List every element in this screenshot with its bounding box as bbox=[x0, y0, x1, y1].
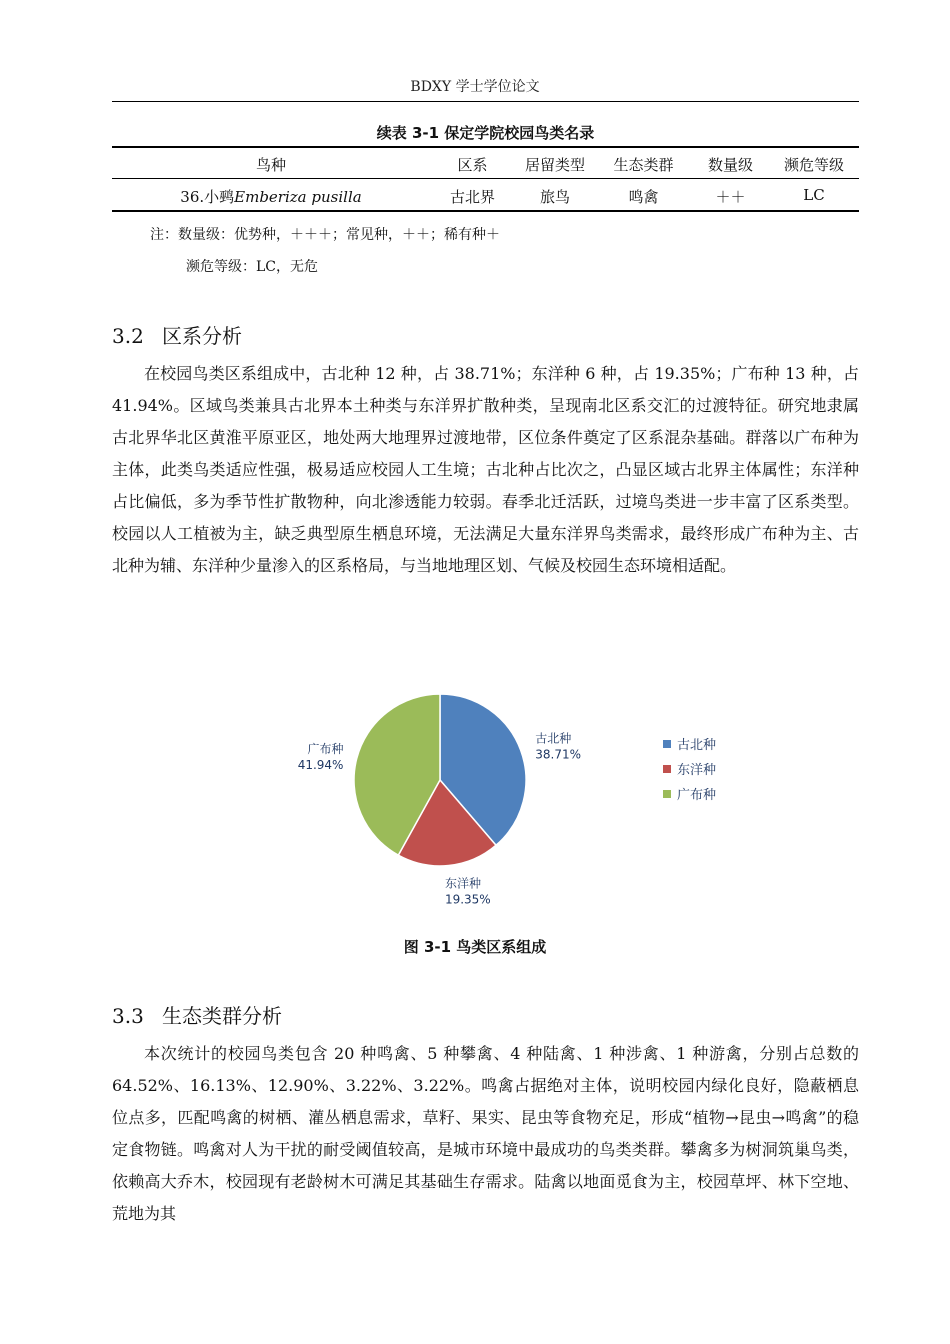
cell-residency: 旅鸟 bbox=[539, 188, 570, 206]
cell-abundance: ＋＋ bbox=[715, 188, 746, 206]
cell-status: LC bbox=[803, 186, 825, 204]
pie-chart-svg bbox=[297, 655, 740, 907]
cell-eco-group: 鸣禽 bbox=[628, 188, 659, 206]
table-title: 续表 3-1 保定学院校园鸟类名录 bbox=[376, 124, 595, 142]
slice-value-label-1: 38.71% bbox=[535, 747, 582, 762]
cell-species bbox=[112, 186, 430, 207]
legend-label-2: 东洋种 bbox=[677, 763, 717, 778]
col-abundance: 数量级 bbox=[707, 156, 753, 174]
col-species: 鸟种 bbox=[255, 156, 286, 174]
section-title: 区系分析 bbox=[162, 324, 242, 348]
legend-label-1: 古北种 bbox=[677, 738, 717, 753]
section-number: 3.2 bbox=[112, 324, 144, 348]
slice-value-label-2: 19.35% bbox=[444, 892, 491, 907]
pie-chart bbox=[297, 655, 740, 907]
section-3-2-body bbox=[112, 358, 859, 582]
species-latin: Emberiza pusilla bbox=[234, 188, 362, 206]
section-3-3-body bbox=[112, 1038, 859, 1230]
cell-region: 古北界 bbox=[449, 188, 495, 206]
legend-swatch-1 bbox=[663, 740, 671, 748]
page-header: BDXY 学士学位论文 bbox=[410, 79, 540, 95]
paragraph: 在校园鸟类区系组成中，古北种 12 种，占 38.71%；东洋种 6 种，占 19.35%；广布种 13 种，占 41.94%。区域鸟类兼具古北界本土种类与东洋界扩散种类，呈现南北区系交汇的过渡特征。研究地隶属古北界华北区黄淮平原亚区，地处两大地理界过渡地带，区位条件奠定了区系混杂基础。群落以广布种为主体，此类鸟类适应性强，极易适应校园人工生境；古北种占比次之，凸显区域古北界主体属性；东洋种占比偏低，多为季节性扩散物种，向北渗透能力较弱。春季北迁活跃，过境鸟类进一步丰富了区系类型。校园以人工植被为主，缺乏典型原生栖息环境，无法满足大量东洋界鸟类需求，最终形成广布种为主、古北种为辅、东洋种少量渗入的区系格局，与当地地理区划、气候及校园生态环境相适配。 bbox=[112, 364, 859, 575]
species-name: 36.小鹀 bbox=[180, 188, 235, 206]
col-status: 濒危等级 bbox=[783, 156, 844, 174]
table-top-rule bbox=[112, 146, 859, 148]
col-region: 区系 bbox=[457, 156, 488, 174]
col-residency: 居留类型 bbox=[524, 156, 585, 174]
section-heading-3-2 bbox=[112, 320, 242, 349]
table-note-abundance: 注：数量级：优势种，＋＋＋；常见种，＋＋；稀有种＋ bbox=[150, 227, 500, 243]
table-bottom-rule bbox=[112, 210, 859, 212]
legend-swatch-3 bbox=[663, 790, 671, 798]
slice-label-2: 东洋种 bbox=[444, 876, 481, 891]
figure-caption: 图 3-1 鸟类区系组成 bbox=[403, 938, 547, 956]
slice-label-1: 古北种 bbox=[535, 731, 572, 746]
section-title: 生态类群分析 bbox=[162, 1004, 282, 1028]
legend-label-3: 广布种 bbox=[677, 788, 717, 803]
slice-value-label-3: 41.94% bbox=[297, 757, 344, 772]
section-number: 3.3 bbox=[112, 1004, 144, 1028]
paragraph: 本次统计的校园鸟类包含 20 种鸣禽、5 种攀禽、4 种陆禽、1 种涉禽、1 种游禽，分别占总数的 64.52%、16.13%、12.90%、3.22%、3.22%。鸣禽占据绝对主体，说明校园内绿化良好，隐蔽栖息位点多，匹配鸣禽的树栖、灌丛栖息需求，草籽、果实、昆虫等食物充足，形成“植物→昆虫→鸣禽”的稳定食物链。鸣禽对人为干扰的耐受阈值较高，是城市环境中最成功的鸟类类群。攀禽多为树洞筑巢鸟类，依赖高大乔木，校园现有老龄树木可满足其基础生存需求。陆禽以地面觅食为主，校园草坪、林下空地、荒地为其 bbox=[112, 1044, 859, 1223]
table-note-status: 濒危等级：LC，无危 bbox=[186, 259, 319, 275]
header-rule bbox=[112, 101, 859, 102]
slice-label-3: 广布种 bbox=[307, 741, 344, 756]
table-header-rule bbox=[112, 178, 859, 179]
legend-swatch-2 bbox=[663, 765, 671, 773]
section-heading-3-3 bbox=[112, 1000, 282, 1029]
col-eco-group: 生态类群 bbox=[613, 156, 674, 174]
